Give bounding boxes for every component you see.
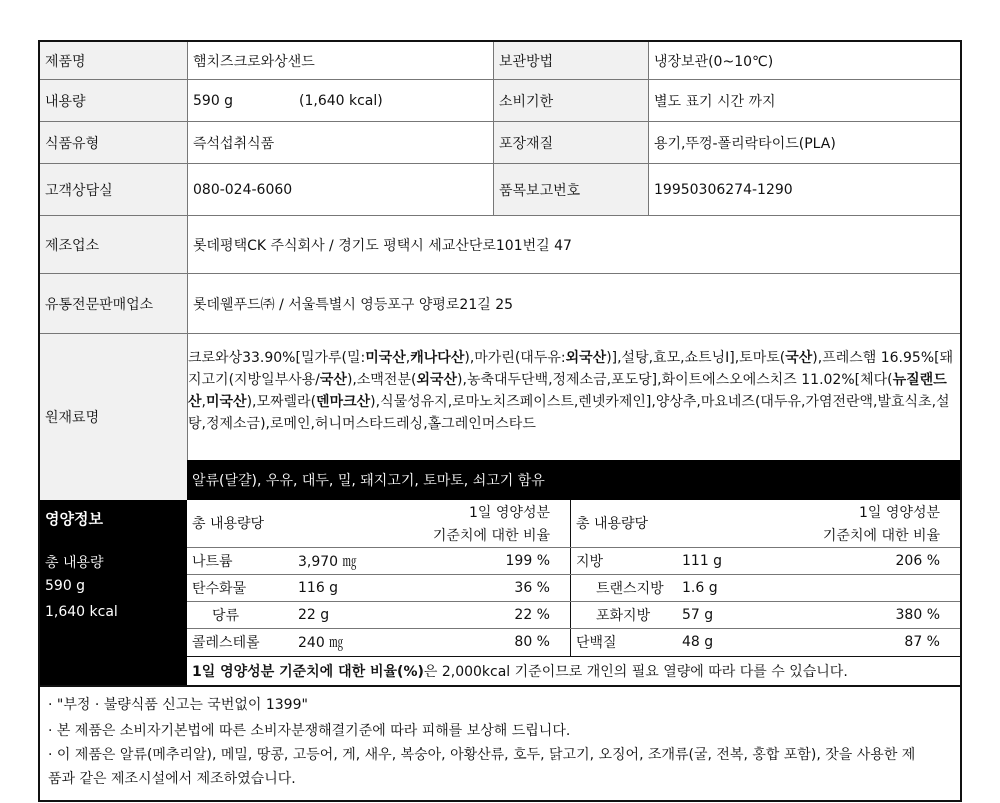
ingredient-segment: 국산 <box>785 350 813 366</box>
nutrient-name: 트랜스지방 <box>596 581 664 597</box>
nutrient-percent: 87 % <box>904 634 940 650</box>
ingredient-segment: ),프레스햄 16.95%[돼지고기(지방일부사용/ <box>188 350 954 388</box>
storage-value: 냉장보관(0~10℃) <box>654 53 774 70</box>
row-content <box>40 80 960 122</box>
product-name: 햄치즈크로와상샌드 <box>193 53 315 70</box>
report-no: 19950306274-1290 <box>654 181 793 198</box>
ingredient-segment: ),모짜렐라( <box>246 394 317 410</box>
content-kcal: (1,640 kcal) <box>299 92 383 109</box>
nutrient-name: 콜레스테롤 <box>192 635 260 651</box>
product-name-label: 제품명 <box>40 42 187 79</box>
distributor-label: 유통전문판매업소 <box>40 274 187 333</box>
nutrient-percent: 80 % <box>514 634 550 650</box>
expiry-label: 소비기한 <box>494 80 648 121</box>
nutrient-name: 지방 <box>576 554 604 570</box>
allergy-banner: 알류(달걀), 우유, 대두, 밀, 돼지고기, 토마토, 쇠고기 함유 <box>187 460 960 500</box>
food-type-label: 식품유형 <box>40 122 187 163</box>
note-1: · "부정 · 불량식품 신고는 국번없이 1399" <box>48 697 308 713</box>
ingredients-text <box>188 347 958 435</box>
ingredient-segment: 외국산 <box>416 372 458 388</box>
note-3: · 이 제품은 알류(메추리알), 메밀, 땅콩, 고등어, 게, 새우, 복숭아, 아황산류, 호두, 닭고기, 오징어, 조개류(굴, 전복, 홍합 포함), 잣을 사용한 제 <box>48 747 916 763</box>
nutrition-total-kcal: 1,640 kcal <box>45 604 118 620</box>
right-per-total: 총 내용량당 <box>576 516 649 532</box>
nutrient-amount: 57 g <box>682 607 714 623</box>
row-distributor <box>40 274 960 334</box>
nutrition-total-weight: 590 g <box>45 578 86 594</box>
nutrient-amount: 116 g <box>298 580 339 596</box>
left-dv-line2: 기준치에 대한 비율 <box>432 528 550 544</box>
ingredient-segment: ),마가린(대두유: <box>464 350 566 366</box>
packaging-label: 포장재질 <box>494 122 648 163</box>
right-dv-line2: 기준치에 대한 비율 <box>822 528 940 544</box>
nutrient-amount: 111 g <box>682 553 723 569</box>
ingredient-segment: 미국산 <box>365 350 406 366</box>
manufacturer-label: 제조업소 <box>40 216 187 273</box>
manufacturer: 롯데평택CK 주식회사 / 경기도 평택시 세교산단로101번길 47 <box>193 237 572 254</box>
ingredient-segment: 외국산 <box>565 350 607 366</box>
nutrition-title: 영양정보 <box>45 510 103 528</box>
ingredient-segment: )],설탕,효모,쇼트닝I],토마토( <box>606 350 786 366</box>
ingredient-segment: 캐나다산 <box>410 350 465 366</box>
left-per-total: 총 내용량당 <box>192 516 265 532</box>
nutrition-summary <box>40 500 187 685</box>
ingredient-segment: , <box>201 394 206 410</box>
note-2: · 본 제품은 소비자기본법에 따른 소비자분쟁해결기준에 따라 피해를 보상해 드립니다. <box>48 723 571 739</box>
ingredient-segment: 국산 <box>319 372 347 388</box>
nutrient-name: 당류 <box>212 608 240 624</box>
nutrient-name: 단백질 <box>576 635 617 651</box>
nutrient-name: 포화지방 <box>596 608 651 624</box>
nutrient-amount: 3,970 ㎎ <box>298 554 357 570</box>
ingredient-segment: 덴마크산 <box>316 394 371 410</box>
content-weight: 590 g <box>193 92 234 109</box>
nutrient-amount: 22 g <box>298 607 330 623</box>
nutrient-percent: 36 % <box>514 580 550 596</box>
nutrition-footnote-rest: 은 2,000kcal 기준이므로 개인의 필요 열량에 따라 다를 수 있습니다. <box>423 664 848 680</box>
ingredient-segment: 뉴질랜드산 <box>188 372 947 410</box>
ingredient-segment: ),식물성유지,로마노치즈페이스트,렌넷카제인],양상추,마요네즈(대두유,가염전란액,발효식초,설탕,정제소금),로메인,허니머스타드레싱,홀그레인머스타드 <box>188 394 950 432</box>
food-type: 즉석섭취식품 <box>193 135 275 152</box>
expiry-value: 별도 표기 시간 까지 <box>654 93 776 110</box>
row-manufacturer <box>40 216 960 274</box>
row-food-type <box>40 122 960 164</box>
nutrient-percent: 380 % <box>895 607 940 623</box>
content-label: 내용량 <box>40 80 187 121</box>
row-customer <box>40 164 960 216</box>
nutrient-amount: 240 ㎎ <box>298 635 344 651</box>
ingredient-segment: ),농축대두단백,정제소금,포도당],화이트에스오에스치즈 11.02%[체다( <box>457 372 893 388</box>
report-no-label: 품목보고번호 <box>494 164 648 215</box>
customer-label: 고객상담실 <box>40 164 187 215</box>
nutrition-total-label: 총 내용량 <box>45 555 104 571</box>
left-dv-line1: 1일 영양성분 <box>469 505 550 521</box>
distributor: 롯데웰푸드㈜ / 서울특별시 영등포구 양평로21길 25 <box>193 296 514 313</box>
ingredient-segment: , <box>405 350 411 366</box>
ingredient-segment: 크로와상33.90%[밀가루(밀: <box>188 350 366 366</box>
nutrition-footnote-bold: 1일 영양성분 기준치에 대한 비율(%) <box>192 664 424 680</box>
storage-label: 보관방법 <box>494 42 648 79</box>
nutrition-footnote <box>192 657 848 685</box>
label-table <box>38 40 962 802</box>
nutrient-name: 나트륨 <box>192 554 233 570</box>
nutrient-amount: 1.6 g <box>682 580 718 596</box>
packaging-value: 용기,뚜껑-폴리락타이드(PLA) <box>654 135 836 152</box>
nutrient-percent: 199 % <box>505 553 550 569</box>
right-dv-line1: 1일 영양성분 <box>859 505 940 521</box>
ingredients-label: 원재료명 <box>40 334 187 500</box>
ingredient-segment: 미국산 <box>205 394 247 410</box>
nutrient-name: 탄수화물 <box>192 581 247 597</box>
note-4: 품과 같은 제조시설에서 제조하였습니다. <box>48 771 296 787</box>
customer-phone: 080-024-6060 <box>193 181 293 198</box>
nutrient-percent: 22 % <box>514 607 550 623</box>
nutrient-amount: 48 g <box>682 634 714 650</box>
row-product-name <box>40 42 960 80</box>
nutrient-percent: 206 % <box>895 553 940 569</box>
ingredient-segment: ),소맥전분( <box>346 372 417 388</box>
